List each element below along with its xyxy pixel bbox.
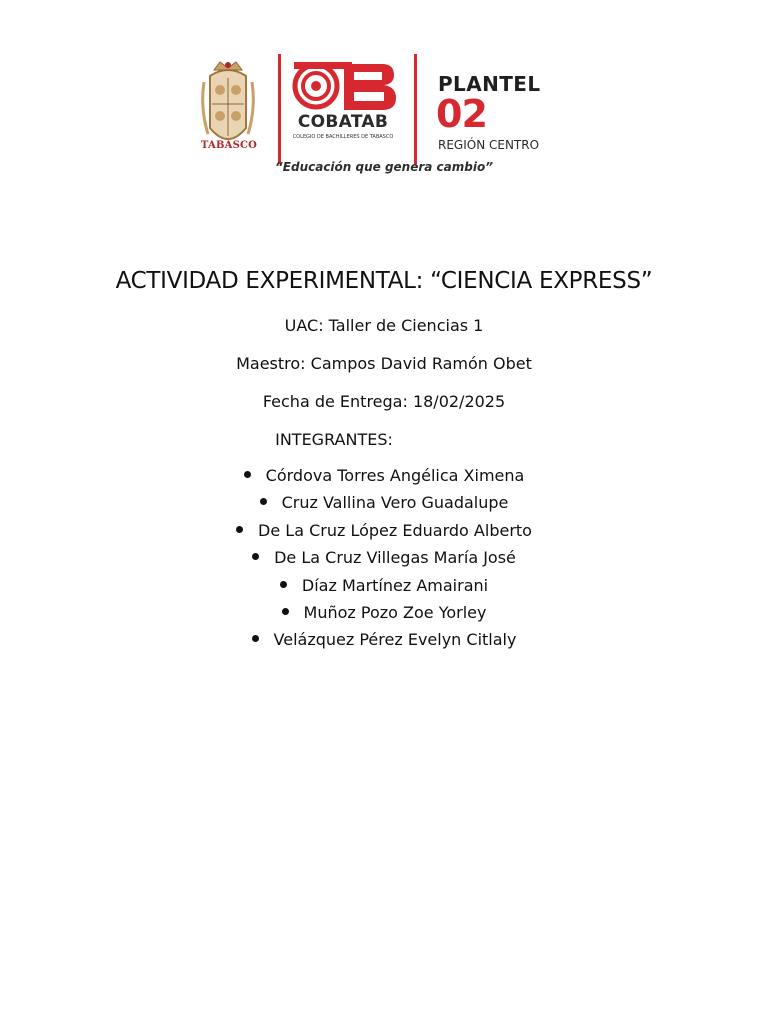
institution-full-name: COLEGIO DE BACHILLERES DE TABASCO — [292, 134, 394, 140]
uac-line: UAC: Taller de Ciencias 1 — [284, 316, 484, 335]
bullet-icon — [282, 608, 289, 615]
institution-logo-banner — [192, 28, 576, 196]
members-list — [0, 462, 768, 654]
cobatab-logo-icon — [292, 58, 396, 112]
institution-slogan: “Educación que genera cambio” — [275, 160, 493, 174]
bullet-icon — [260, 498, 267, 505]
bullet-icon — [236, 526, 243, 533]
bullet-icon — [280, 581, 287, 588]
list-item — [0, 489, 768, 516]
member-name: De La Cruz López Eduardo Alberto — [258, 520, 532, 540]
teacher-line: Maestro: Campos David Ramón Obet — [236, 354, 532, 373]
member-name: Córdova Torres Angélica Ximena — [265, 466, 525, 485]
member-name: Muñoz Pozo Zoe Yorley — [303, 602, 487, 622]
member-name: De La Cruz Villegas María José — [274, 548, 516, 568]
institution-name: COBATAB — [297, 112, 389, 132]
list-item — [0, 572, 768, 599]
bullet-icon — [244, 471, 251, 478]
document-title: ACTIVIDAD EXPERIMENTAL: “CIENCIA EXPRESS” — [115, 268, 653, 294]
list-item — [0, 626, 768, 653]
seal-caption: TABASCO — [200, 140, 258, 151]
list-item — [0, 462, 768, 489]
plantel-label: PLANTEL — [438, 72, 541, 96]
logo-divider — [414, 54, 417, 164]
member-name: Velázquez Pérez Evelyn Citlaly — [273, 630, 517, 650]
bullet-icon — [252, 635, 259, 642]
due-date-line: Fecha de Entrega: 18/02/2025 — [262, 392, 506, 411]
bullet-icon — [252, 553, 259, 560]
list-item — [0, 517, 768, 544]
member-name: Díaz Martínez Amairani — [301, 575, 489, 595]
logo-divider — [278, 54, 281, 164]
plantel-region: REGIÓN CENTRO — [438, 138, 540, 152]
list-item — [0, 544, 768, 571]
member-name: Cruz Vallina Vero Guadalupe — [281, 493, 509, 513]
plantel-number: 02 — [436, 92, 487, 136]
members-heading: INTEGRANTES: — [275, 430, 393, 449]
list-item — [0, 599, 768, 626]
